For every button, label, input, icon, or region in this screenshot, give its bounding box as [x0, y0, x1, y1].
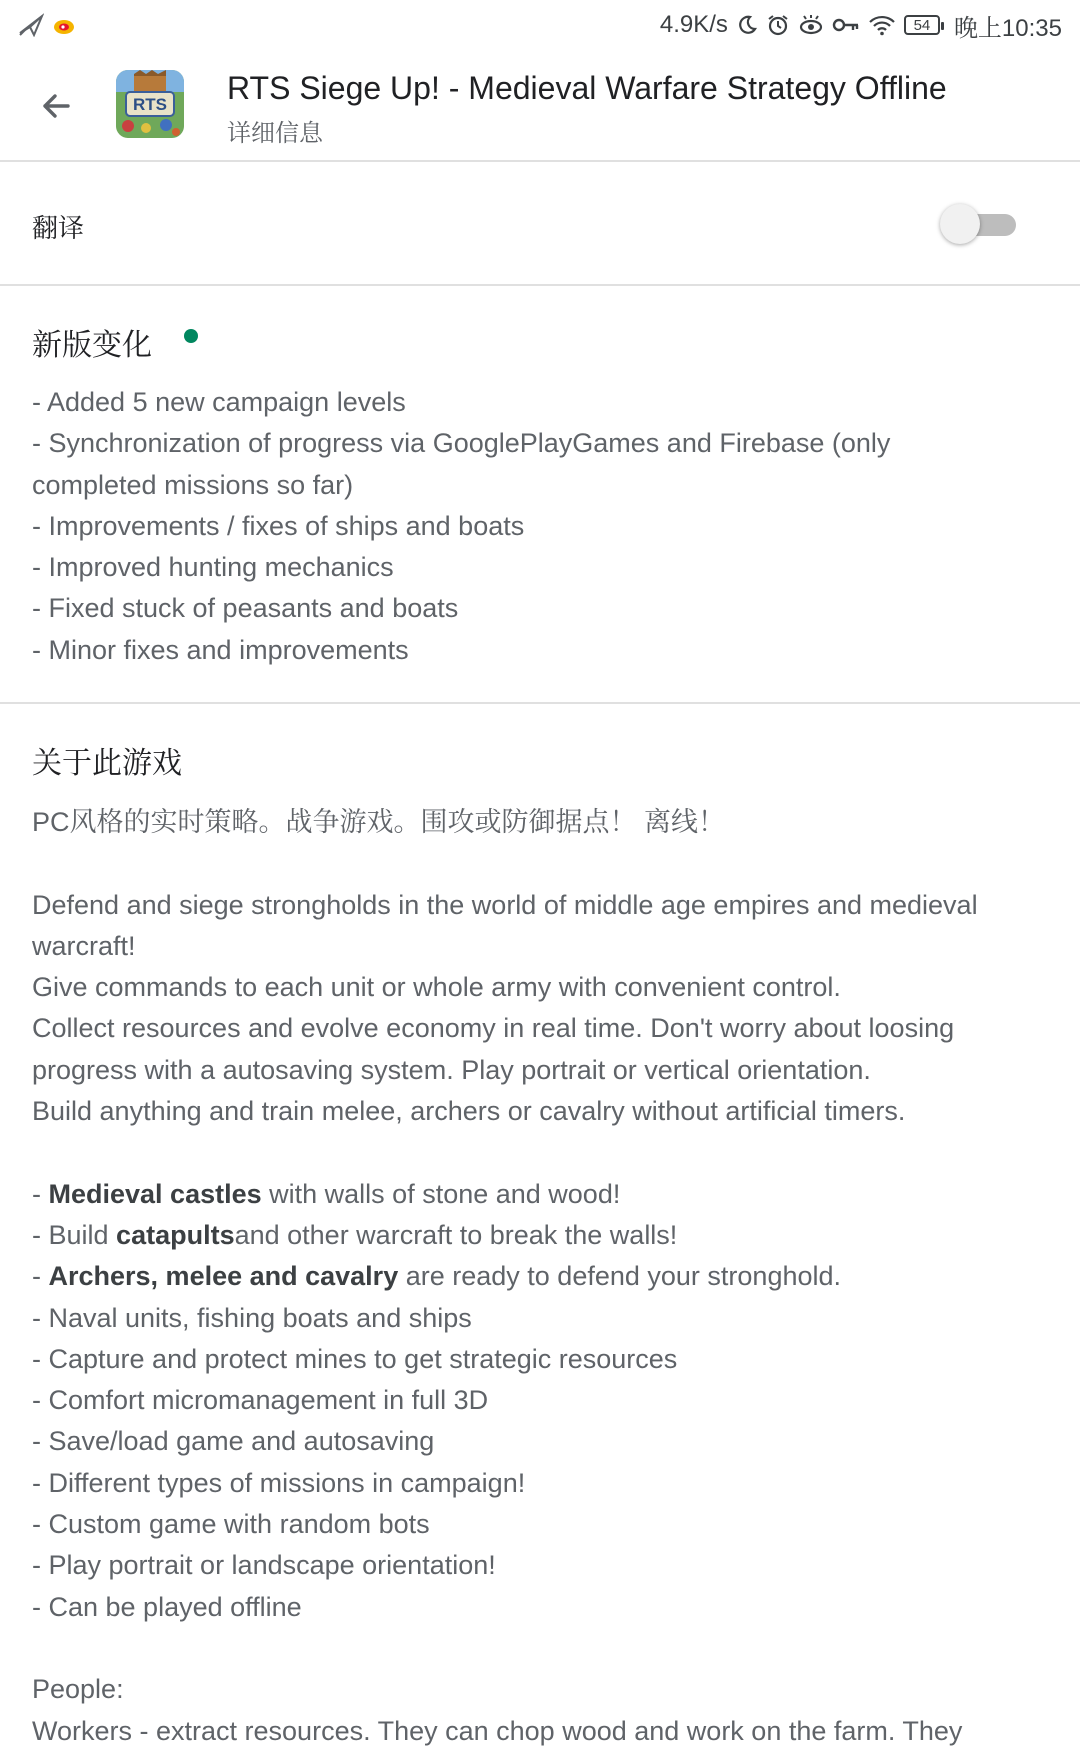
people-label: People:: [32, 1674, 124, 1705]
people-line: Workers - extract resources. They can chop wood and work on the farm. They: [32, 1715, 963, 1746]
battery-icon: 54: [904, 15, 940, 35]
feature-line: - Capture and protect mines to get strategic resources: [32, 1343, 678, 1374]
back-button[interactable]: [26, 76, 86, 136]
feature-highlight: Medieval castles: [48, 1178, 262, 1209]
paper-plane-icon: [18, 13, 44, 37]
feature-line: - Different types of missions in campaign!: [32, 1467, 526, 1498]
app-icon: [116, 70, 184, 138]
description-line: progress with a autosaving system. Play portrait or vertical orientation.: [32, 1054, 871, 1085]
app-bar: [0, 50, 1080, 162]
status-bar-left: [18, 13, 78, 37]
feature-line: - Can be played offline: [32, 1591, 302, 1622]
description-line: Collect resources and evolve economy in real time. Don't worry about loosing: [32, 1013, 955, 1044]
whats-new-line: - Added 5 new campaign levels: [32, 387, 406, 417]
whats-new-line: - Minor fixes and improvements: [32, 634, 409, 665]
feature-line: - Play portrait or landscape orientation!: [32, 1550, 496, 1581]
whats-new-title: 新版变化: [32, 329, 152, 362]
description-line: Build anything and train melee, archers or cavalry without artificial timers.: [32, 1096, 906, 1127]
feature-line: - Naval units, fishing boats and ships: [32, 1302, 472, 1333]
feature-line: - Build catapultsand other warcraft to break the walls!: [32, 1219, 678, 1250]
toggle-thumb: [940, 204, 980, 244]
description-line: Give commands to each unit or whole army with convenient control.: [32, 972, 841, 1003]
translate-toggle[interactable]: [940, 204, 1026, 244]
about-tagline: PC风格的实时策略。战争游戏。围攻或防御据点！ 离线！: [32, 807, 726, 837]
about-title: 关于此游戏: [32, 747, 182, 780]
eye-icon: [798, 14, 824, 36]
translate-row: [0, 162, 1080, 286]
whats-new-line: - Improved hunting mechanics: [32, 552, 394, 583]
wifi-icon: [868, 14, 896, 36]
feature-line: - Archers, melee and cavalry are ready to defend your stronghold.: [32, 1261, 842, 1292]
description-line: warcraft!: [32, 930, 136, 961]
weibo-icon: [52, 13, 78, 37]
network-speed: 4.9K/s: [659, 11, 728, 38]
feature-highlight: catapults: [116, 1219, 235, 1250]
key-icon: [832, 15, 860, 35]
moon-icon: [736, 14, 758, 36]
about-description: [32, 802, 1032, 1752]
feature-line: - Custom game with random bots: [32, 1509, 430, 1540]
feature-line: - Comfort micromanagement in full 3D: [32, 1385, 489, 1416]
arrow-back-icon: [38, 88, 74, 124]
feature-highlight: Archers, melee and cavalry: [48, 1261, 399, 1292]
translate-label: 翻译: [32, 213, 85, 243]
status-bar: [0, 0, 1080, 50]
page-subtitle: 详细信息: [227, 120, 323, 147]
clock: 晚上10:35: [953, 14, 1062, 42]
whats-new-line: - Fixed stuck of peasants and boats: [32, 593, 459, 624]
feature-line: - Medieval castles with walls of stone and wood!: [32, 1178, 621, 1209]
whats-new-line: completed missions so far): [32, 469, 354, 500]
status-bar-right: [660, 8, 1062, 43]
app-icon-label: RTS: [133, 95, 167, 114]
alarm-icon: [766, 13, 790, 37]
new-indicator-dot: [184, 329, 198, 343]
app-title: RTS Siege Up! - Medieval Warfare Strategy Offline: [227, 70, 947, 106]
whats-new-line: - Synchronization of progress via GooglePlayGames and Firebase (only: [32, 428, 891, 459]
feature-line: - Save/load game and autosaving: [32, 1426, 435, 1457]
whats-new-section: [0, 286, 1080, 704]
whats-new-list: [32, 382, 1032, 671]
whats-new-line: - Improvements / fixes of ships and boats: [32, 510, 525, 541]
description-line: Defend and siege strongholds in the world of middle age empires and medieval: [32, 889, 978, 920]
